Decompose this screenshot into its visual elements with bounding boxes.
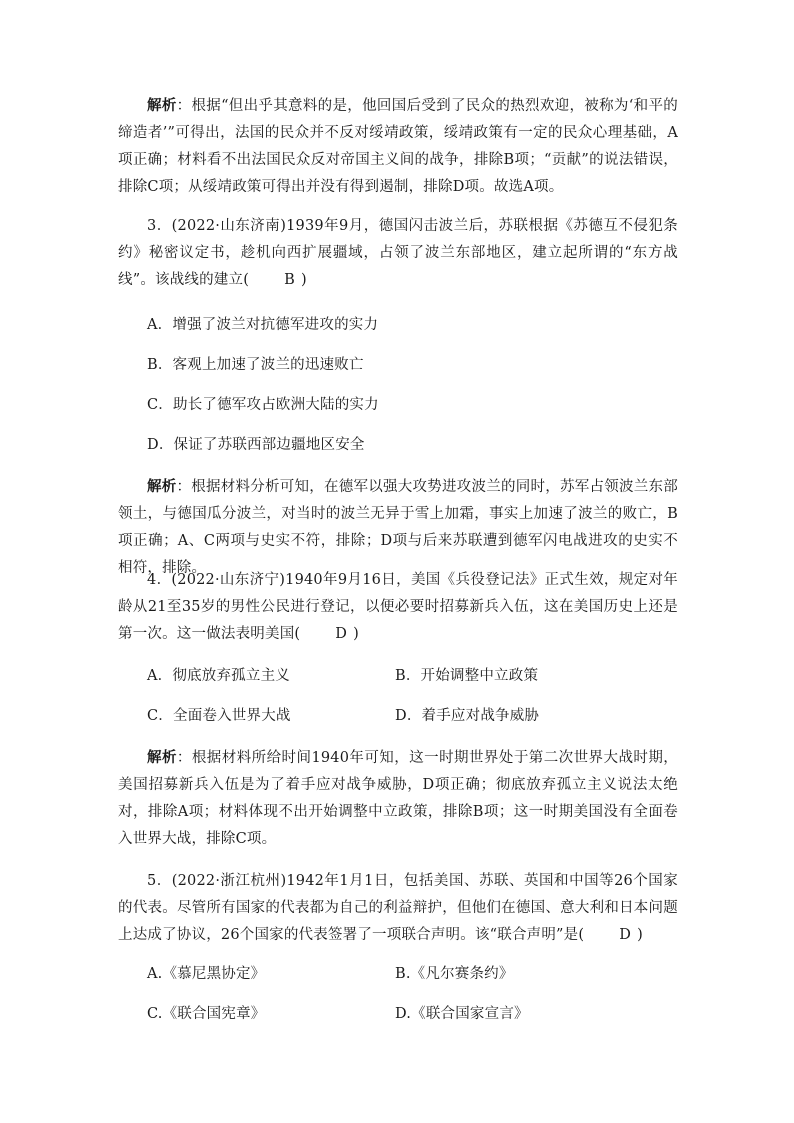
option-c: C．助长了德军攻占欧洲大陆的实力	[147, 397, 379, 413]
question-3-stem	[118, 213, 678, 294]
q2-analysis	[118, 92, 678, 201]
question-stem-text: 4．(2022·山东济宁)1940年9月16日，美国《兵役登记法》正式生效，规定对年龄从21至35岁的男性公民进行登记，以便必要时招募新兵入伍，这在美国历史上还是第一次。这一做法表明美国(	[118, 572, 678, 642]
option-a: A.《慕尼黑协定》	[147, 966, 266, 982]
option-d: D．保证了苏联西部边疆地区安全	[147, 437, 365, 453]
stem-close-paren: )	[353, 626, 359, 642]
option-a: A．增强了波兰对抗德军进攻的实力	[147, 317, 379, 333]
option-b: B．客观上加速了波兰的迅速败亡	[147, 357, 364, 373]
question-stem-text: 3．(2022·山东济南)1939年9月，德国闪击波兰后，苏联根据《苏德互不侵犯条约》秘密议定书，趁机向西扩展疆域，占领了波兰东部地区，建立起所谓的“东方战线”。该战线的建立(	[118, 218, 678, 288]
option-c: C.《联合国宪章》	[147, 1006, 266, 1022]
answer-choice: D	[335, 626, 348, 642]
analysis-text: ：根据“但出乎其意料的是，他回国后受到了民众的热烈欢迎，被称为‘和平的缔造者’”可得出，法国的民众并不反对绥靖政策，绥靖政策有一定的民众心理基础，A项正确；材料看不出法国民众反对帝国主义间的战争，排除B项；“贡献”的说法错误，排除C项；从绥靖政策可得出并没有得到遏制，排除D项。故选A项。	[118, 98, 678, 195]
question-5-stem	[118, 868, 678, 949]
option-d: D.《联合国家宣言》	[395, 1006, 529, 1022]
analysis-label: 解析	[147, 749, 177, 766]
option-b: B.《凡尔赛条约》	[395, 966, 514, 982]
option-d: D．着手应对战争威胁	[395, 708, 540, 724]
q4-analysis	[118, 744, 678, 853]
option-c: C．全面卷入世界大战	[147, 708, 291, 724]
analysis-text: ：根据材料分析可知，在德军以强大攻势进攻波兰的同时，苏军占领波兰东部领土，与德国瓜分波兰，对当时的波兰无异于雪上加霜，事实上加速了波兰的败亡，B项正确；A、C两项与史实不符，排除；D项与后来苏联遭到德军闪电战进攻的史实不相符，排除。	[118, 479, 679, 576]
q3-analysis	[118, 473, 678, 582]
analysis-text: ：根据材料所给时间1940年可知，这一时期世界处于第二次世界大战时期，美国招募新兵入伍是为了着手应对战争威胁，D项正确；彻底放弃孤立主义说法太绝对，排除A项；材料体现不出开始调整中立政策，排除B项；这一时期美国没有全面卷入世界大战，排除C项。	[118, 750, 678, 847]
stem-close-paren: )	[637, 927, 643, 943]
analysis-label: 解析	[147, 97, 177, 114]
analysis-label: 解析	[147, 478, 177, 495]
question-4-stem	[118, 567, 678, 648]
option-b: B．开始调整中立政策	[395, 668, 539, 684]
stem-close-paren: )	[300, 272, 307, 288]
question-stem-text: 5．(2022·浙江杭州)1942年1月1日，包括美国、苏联、英国和中国等26个国家的代表。尽管所有国家的代表都为自己的利益辩护，但他们在德国、意大利和日本问题上达成了协议，26个国家的代表签署了一项联合声明。该“联合声明”是(	[118, 873, 678, 943]
answer-choice: B	[284, 272, 295, 288]
option-a: A．彻底放弃孤立主义	[147, 668, 290, 684]
answer-choice: D	[619, 927, 632, 943]
